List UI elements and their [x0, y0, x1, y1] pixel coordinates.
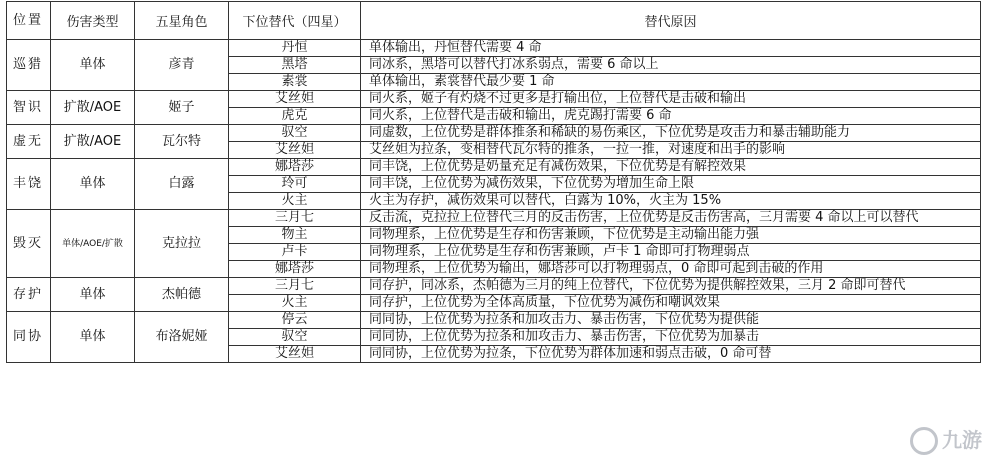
table-row: [7, 278, 981, 295]
replacement-table: [6, 1, 981, 363]
position-cell: 同协: [7, 312, 51, 363]
replacement-name-cell: 火主: [229, 295, 361, 312]
table-row: [7, 125, 981, 142]
table-row: [7, 159, 981, 176]
table-row: [7, 40, 981, 57]
reason-cell: 单体输出，素裳替代最少要 1 命: [361, 74, 981, 91]
five-star-cell: 杰帕德: [135, 278, 229, 312]
reason-cell: 同物理系，上位优势为输出，娜塔莎可以打物理弱点，0 命即可起到击破的作用: [361, 261, 981, 278]
five-star-cell: 姬子: [135, 91, 229, 125]
reason-cell: 火主为存护，减伤效果可以替代，白露为 10%，火主为 15%: [361, 193, 981, 210]
replacement-name-cell: 三月七: [229, 210, 361, 227]
reason-cell: 同丰饶，上位优势是奶量充足有减伤效果，下位优势是有解控效果: [361, 159, 981, 176]
header-five-star: 五星角色: [135, 2, 229, 40]
header-replacement: 下位替代（四星）: [229, 2, 361, 40]
replacement-name-cell: 丹恒: [229, 40, 361, 57]
position-cell: 智识: [7, 91, 51, 125]
reason-cell: 同火系，上位替代是击破和输出，虎克踢打需要 6 命: [361, 108, 981, 125]
header-position: 位置: [7, 2, 51, 40]
damage-type-cell: 单体: [51, 278, 135, 312]
header-row: [7, 2, 981, 40]
damage-type-cell: 单体: [51, 40, 135, 91]
damage-type-cell: 扩散/AOE: [51, 91, 135, 125]
watermark-logo-icon: [910, 427, 938, 455]
table-row: [7, 210, 981, 227]
replacement-name-cell: 娜塔莎: [229, 261, 361, 278]
replacement-name-cell: 艾丝妲: [229, 142, 361, 159]
table-body: [7, 40, 981, 363]
reason-cell: 同物理系，上位优势是生存和伤害兼顾，卢卡 1 命即可打物理弱点: [361, 244, 981, 261]
table-row: [7, 312, 981, 329]
replacement-name-cell: 火主: [229, 193, 361, 210]
reason-cell: 反击流，克拉拉上位替代三月的反击伤害，上位优势是反击伤害高，三月需要 4 命以上可以替代: [361, 210, 981, 227]
position-cell: 存护: [7, 278, 51, 312]
damage-type-cell: 单体/AOE/扩散: [51, 210, 135, 278]
reason-cell: 同存护，上位优势为全体高质量，下位优势为减伤和嘲讽效果: [361, 295, 981, 312]
reason-cell: 同火系，姬子有灼烧不过更多是打输出位，上位替代是击破和输出: [361, 91, 981, 108]
damage-type-cell: 单体: [51, 159, 135, 210]
position-cell: 虚无: [7, 125, 51, 159]
reason-cell: 同存护，同冰系，杰帕德为三月的纯上位替代，下位优势为提供解控效果，三月 2 命即可替代: [361, 278, 981, 295]
replacement-name-cell: 驭空: [229, 329, 361, 346]
reason-cell: 同冰系，黑塔可以替代打冰系弱点，需要 6 命以上: [361, 57, 981, 74]
replacement-name-cell: 黑塔: [229, 57, 361, 74]
replacement-name-cell: 艾丝妲: [229, 91, 361, 108]
watermark: [910, 424, 982, 456]
header-damage-type: 伤害类型: [51, 2, 135, 40]
replacement-name-cell: 虎克: [229, 108, 361, 125]
position-cell: 毁灭: [7, 210, 51, 278]
five-star-cell: 彦青: [135, 40, 229, 91]
reason-cell: 同同协，上位优势为拉条，下位优势为群体加速和弱点击破，0 命可替: [361, 346, 981, 363]
reason-cell: 同同协，上位优势为拉条和加攻击力、暴击伤害，下位优势为提供能: [361, 312, 981, 329]
replacement-name-cell: 三月七: [229, 278, 361, 295]
replacement-name-cell: 艾丝妲: [229, 346, 361, 363]
position-cell: 丰饶: [7, 159, 51, 210]
replacement-name-cell: 娜塔莎: [229, 159, 361, 176]
header-reason: 替代原因: [361, 2, 981, 40]
replacement-name-cell: 玲可: [229, 176, 361, 193]
damage-type-cell: 单体: [51, 312, 135, 363]
reason-cell: 艾丝妲为拉条，变相替代瓦尔特的推条，一拉一推，对速度和出手的影响: [361, 142, 981, 159]
five-star-cell: 克拉拉: [135, 210, 229, 278]
table-row: [7, 91, 981, 108]
damage-type-cell: 扩散/AOE: [51, 125, 135, 159]
reason-cell: 同同协，上位优势为拉条和加攻击力、暴击伤害，下位优势为加暴击: [361, 329, 981, 346]
five-star-cell: 布洛妮娅: [135, 312, 229, 363]
reason-cell: 同虚数，上位优势是群体推条和稀缺的易伤乘区，下位优势是攻击力和暴击辅助能力: [361, 125, 981, 142]
reason-cell: 单体输出，丹恒替代需要 4 命: [361, 40, 981, 57]
replacement-name-cell: 物主: [229, 227, 361, 244]
replacement-name-cell: 素裳: [229, 74, 361, 91]
five-star-cell: 白露: [135, 159, 229, 210]
reason-cell: 同物理系，上位优势是生存和伤害兼顾，下位优势是主动输出能力强: [361, 227, 981, 244]
position-cell: 巡猎: [7, 40, 51, 91]
replacement-name-cell: 卢卡: [229, 244, 361, 261]
reason-cell: 同丰饶，上位优势为减伤效果，下位优势为增加生命上限: [361, 176, 981, 193]
watermark-text: 九游: [942, 427, 982, 452]
replacement-name-cell: 驭空: [229, 125, 361, 142]
replacement-name-cell: 停云: [229, 312, 361, 329]
five-star-cell: 瓦尔特: [135, 125, 229, 159]
